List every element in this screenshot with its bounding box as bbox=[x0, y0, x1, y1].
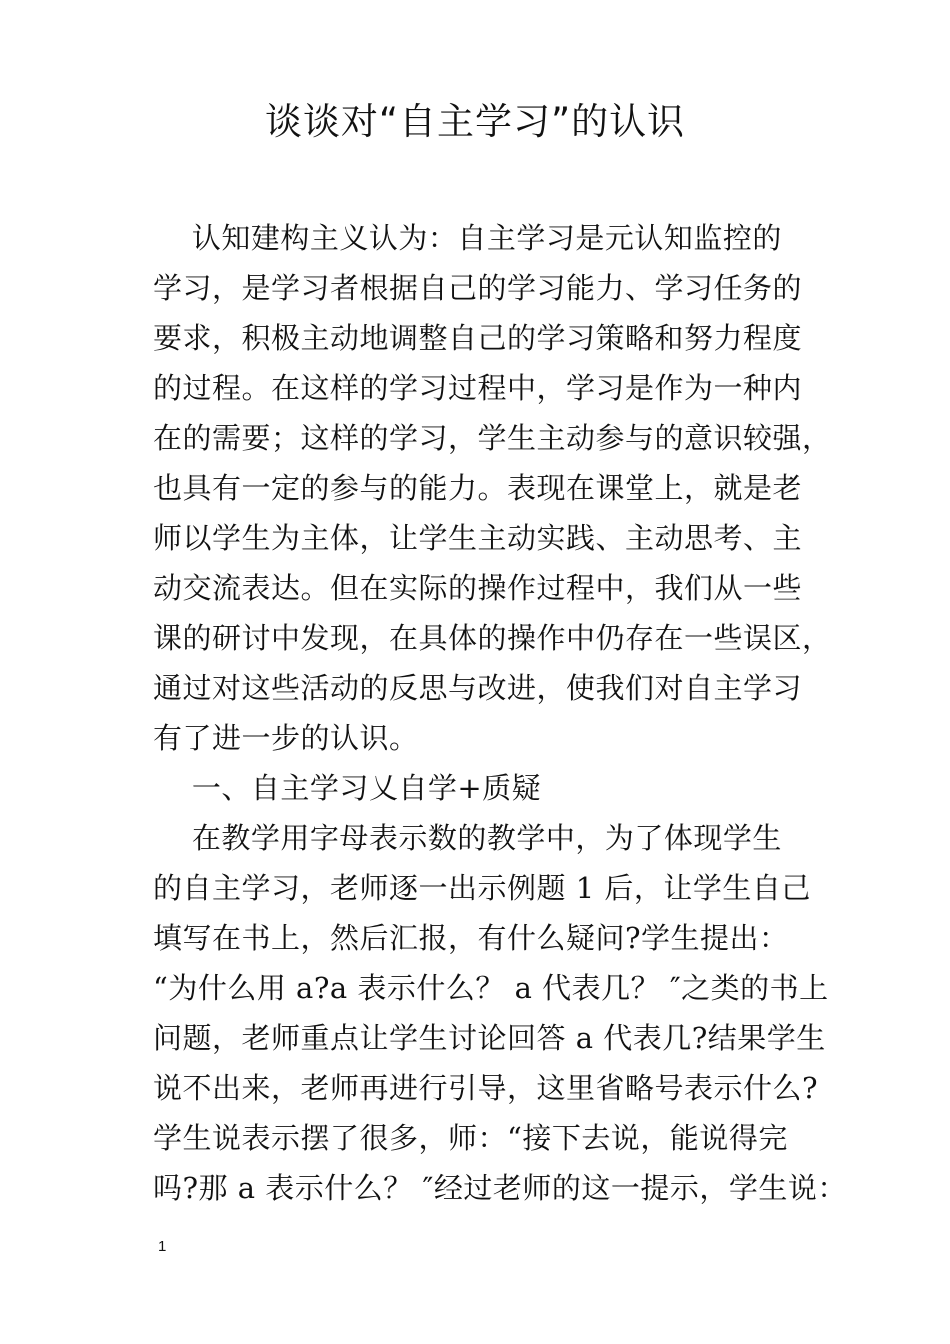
paragraph-line: 动交流表达。但在实际的操作过程中，我们从一些 bbox=[153, 571, 803, 605]
paragraph-line: 要求，积极主动地调整自己的学习策略和努力程度 bbox=[153, 321, 803, 355]
paragraph-line: 在教学用字母表示数的教学中，为了体现学生 bbox=[153, 821, 782, 855]
paragraph-line: 在的需要；这样的学习，学生主动参与的意识较强， bbox=[153, 421, 832, 455]
page-number: 1 bbox=[158, 1238, 167, 1255]
paragraph-line: 师以学生为主体，让学生主动实践、主动思考、主 bbox=[153, 521, 803, 555]
paragraph-line: 有了进一步的认识。 bbox=[153, 721, 419, 755]
paragraph-line: 课的研讨中发现，在具体的操作中仍存在一些误区， bbox=[153, 621, 832, 655]
paragraph-line: 学习，是学习者根据自己的学习能力、学习任务的 bbox=[153, 271, 803, 305]
paragraph-line: 认知建构主义认为：自主学习是元认知监控的 bbox=[153, 221, 782, 255]
paragraph-line: 学生说表示摆了很多，师：“接下去说，能说得完 bbox=[153, 1121, 788, 1155]
paragraph-line: 吗?那 a 表示什么？ ″经过老师的这一提示，学生说： bbox=[153, 1171, 847, 1205]
paragraph-line: 填写在书上，然后汇报，有什么疑问?学生提出： bbox=[153, 921, 789, 955]
paragraph-line: 的自主学习，老师逐一出示例题 1 后，让学生自己 bbox=[153, 871, 811, 905]
paragraph-line: 说不出来，老师再进行引导，这里省略号表示什么? bbox=[153, 1071, 819, 1105]
document-title: 谈谈对“自主学习”的认识 bbox=[264, 100, 686, 143]
paragraph-line: 的过程。在这样的学习过程中，学习是作为一种内 bbox=[153, 371, 803, 405]
paragraph-line: “为什么用 a?a 表示什么？ a 代表几？ ″之类的书上 bbox=[153, 971, 829, 1005]
paragraph-line: 也具有一定的参与的能力。表现在课堂上，就是老 bbox=[153, 471, 803, 505]
paragraph-line: 问题，老师重点让学生讨论回答 a 代表几?结果学生 bbox=[153, 1021, 826, 1055]
paragraph-line: 通过对这些活动的反思与改进，使我们对自主学习 bbox=[153, 671, 803, 705]
section-heading: 一、自主学习乂自学+质疑 bbox=[153, 771, 542, 805]
